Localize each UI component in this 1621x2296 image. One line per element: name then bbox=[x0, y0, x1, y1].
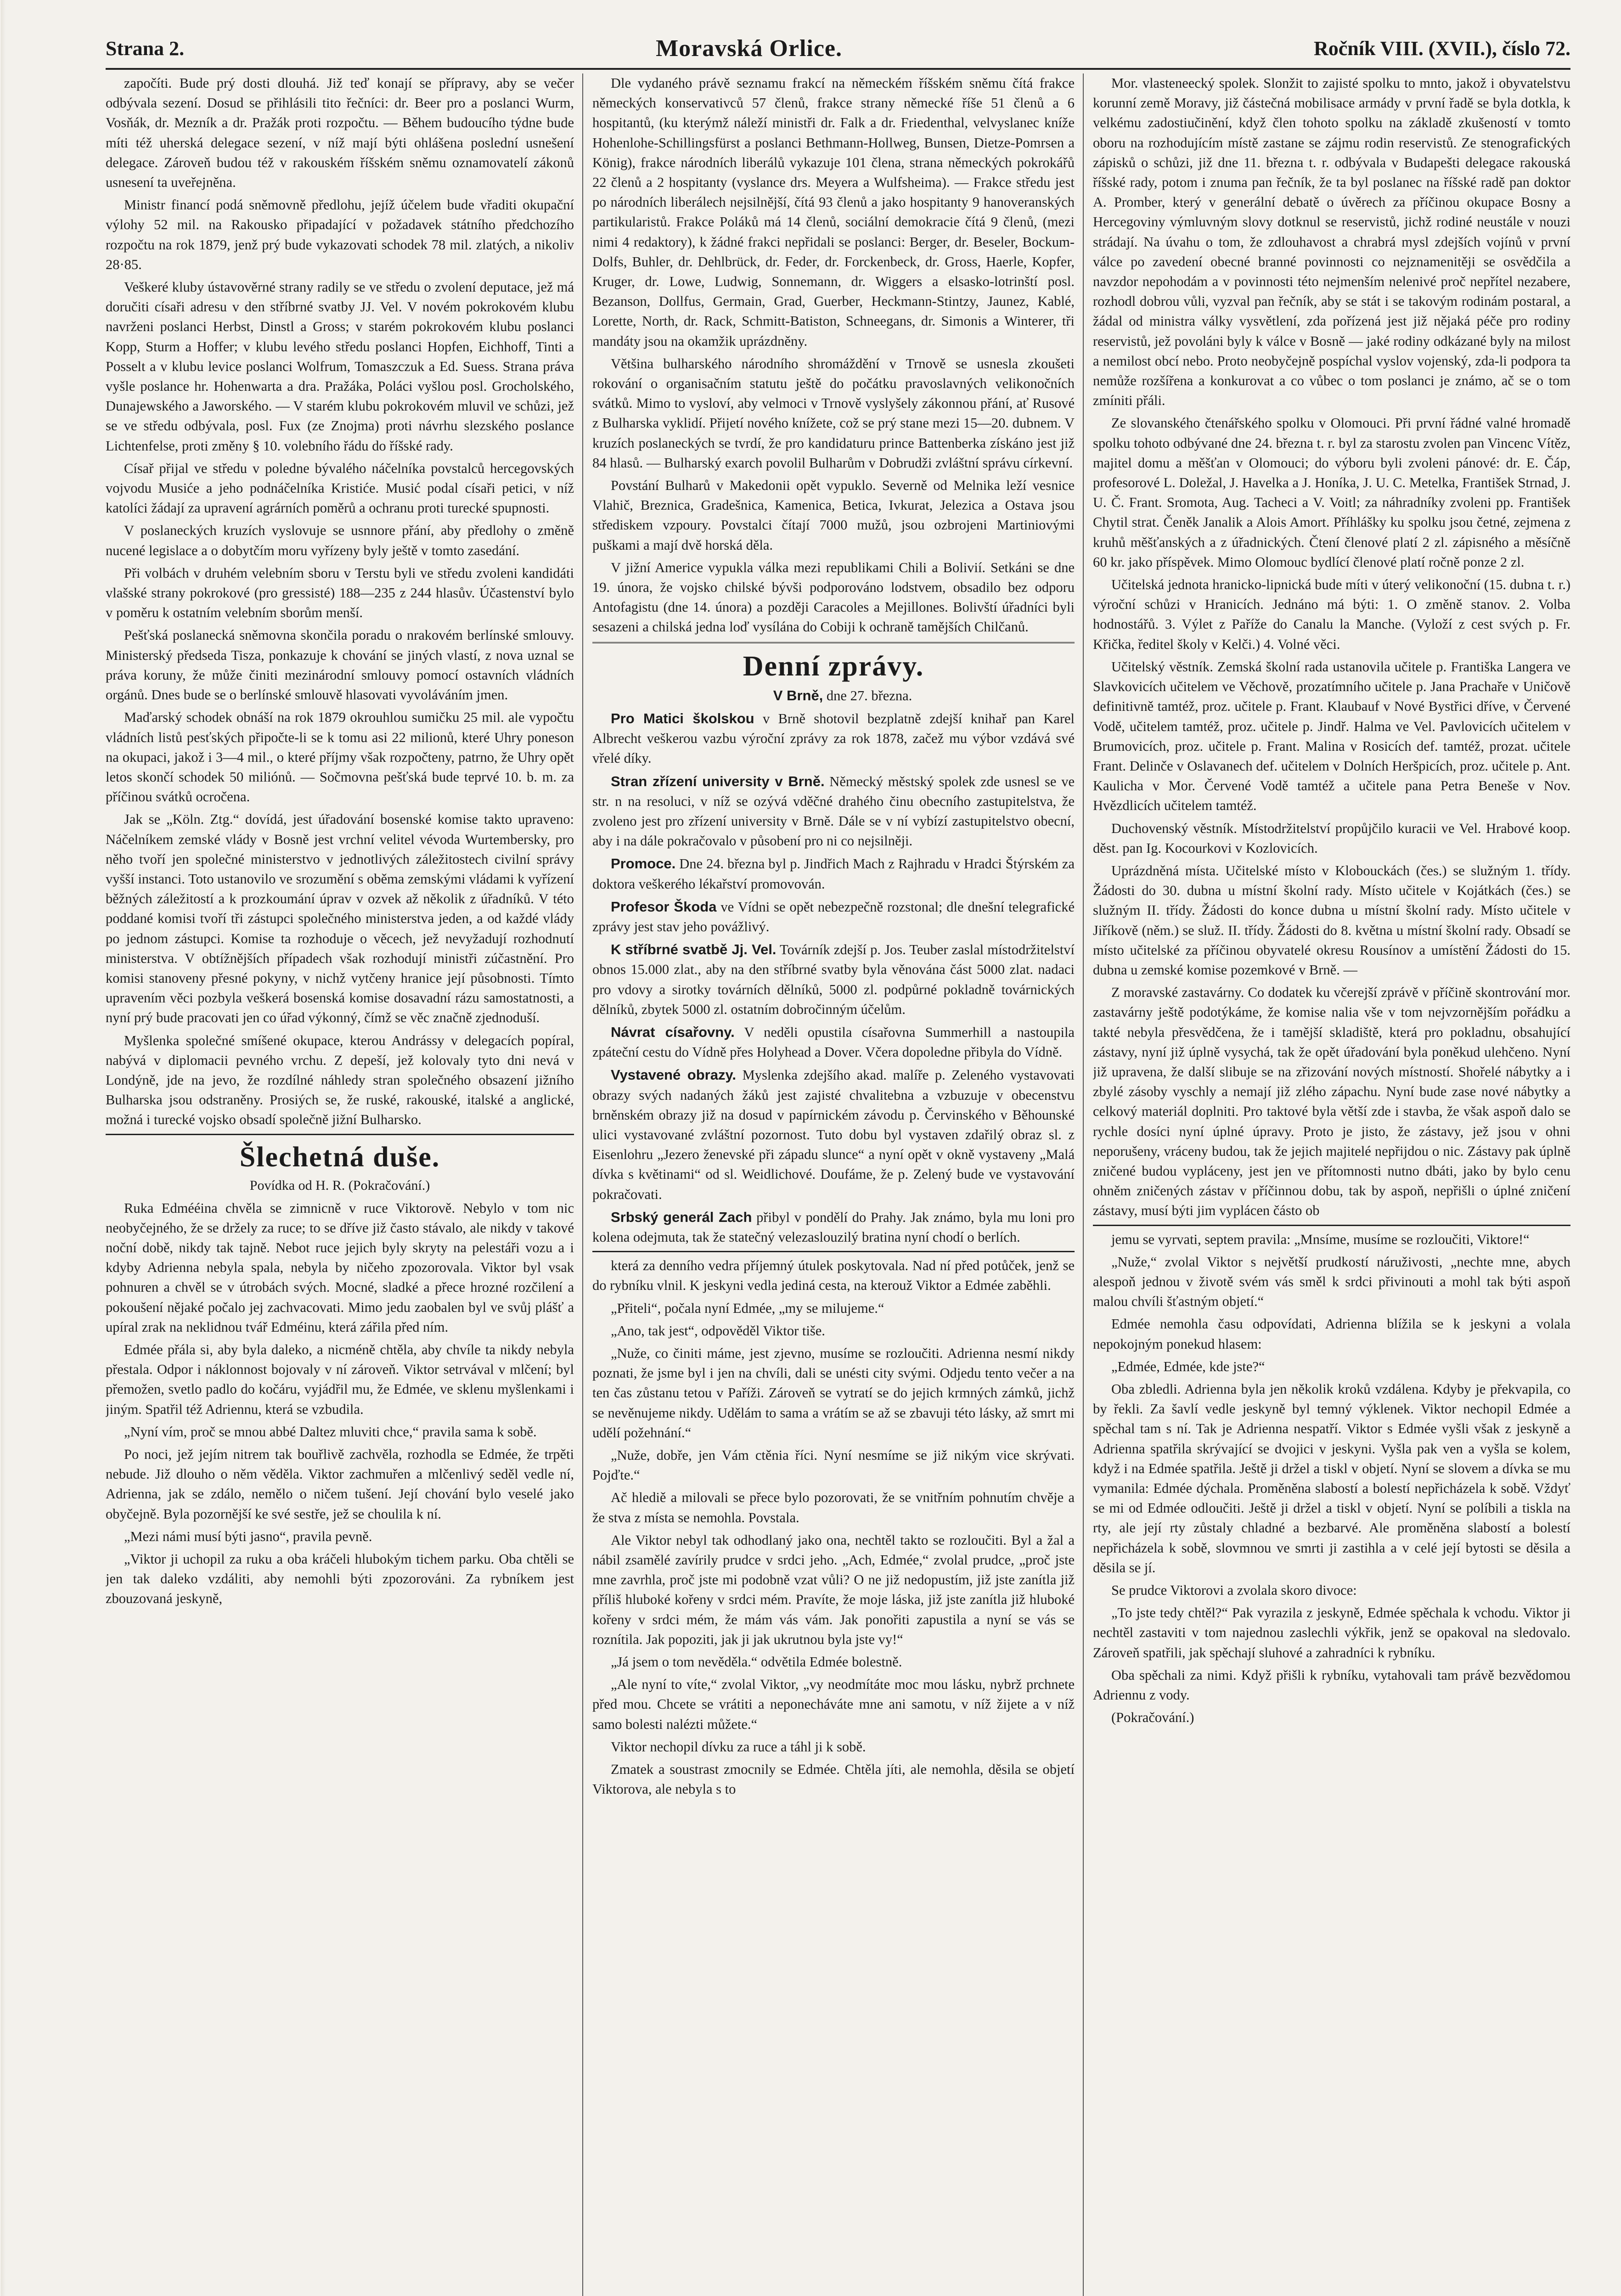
serial-paragraph: „Viktor ji uchopil za ruku a oba kráčeli hlubokým tichem parku. Oba chtěli se jen tak daleko vzdáliti, aby nemohli býti zpozorováni. Za rybníkem jest zbouzovaná jeskyně, bbox=[106, 1551, 574, 1607]
news-item-heading: V Brně, bbox=[773, 687, 823, 703]
news-item-heading: Pro Matici školskou bbox=[611, 710, 754, 726]
news-item-heading: Srbský generál Zach bbox=[611, 1209, 752, 1225]
news-item-heading: Promoce. bbox=[611, 855, 676, 872]
serial-continuation bbox=[592, 1256, 1075, 1799]
column-divider bbox=[1083, 73, 1084, 2296]
news-item-heading: K stříbrné svatbě Jj. Vel. bbox=[611, 941, 777, 958]
masthead-title: Moravská Orlice. bbox=[656, 35, 842, 62]
news-item-body: přibyl v pondělí do Prahy. Jak známo, byla mu loni pro kolena odejmuta, tak že statečný velezaslouzilý bratina nyní chodí o berlích. bbox=[592, 1209, 1075, 1245]
article-paragraph: Veškeré kluby ústavověrné strany radily se ve středu o zvolení deputace, jež má doručiti císaři adresu v den stříbrné svatby JJ. Vel. V novém pokrokovém klubu navrženi poslanci Herbst, Dinstl a Gross; v starém pokrokovém klubu poslanci Kopp, Sturm a Hoffer; v klubu levého středu poslanci Hopfen, Eichhoff, Tinti a Posselt a v klubu levice poslanci Wolfrum, Tomaszczuk a Ed. Suess. Strana práva vyšle poslance hr. Hohenwarta a dra. Pražáka, Poláci vyšlou posl. Grocholského, Dunajewského a Jaworského. — V starém klubu pokrokovém mluvil ve schůzi, jež se ve středu odbývala, posl. Fux (ze Znojma) proti návrhu slezského poslance Lichtenfelse, proti změny § 10. volebního řádu do říšské rady. bbox=[106, 279, 574, 454]
serial-paragraph: „Přiteli“, počala nyní Edmée, „my se milujeme.“ bbox=[611, 1300, 884, 1316]
article-paragraph: Maďarský schodek obnáší na rok 1879 okrouhlou sumičku 25 mil. ale vypočtu vládních listů pesťských připočte-li se k tomu asi 22 milionů, které Uhry poneson na okupaci, jakož i 3—4 mil., o které příjmy však rozpočteny, patrno, že Uhry opět letos skončí schodek 50 miliónů. — Sočmovna pešťská bude teprvé 10. b. m. za příčinou svátků ocročena. bbox=[106, 709, 574, 805]
news-item-body: Myslenka zdejšího akad. malíře p. Zeleného vystavovati obrazy svých nadaných žáků jest zajisté chvalitebna a vzbuzuje v obecenstvu brněnském obrazy již na dosud v papírnickém závodu p. Červinského v Běhounské ulici vystavované zvláštní pozornost. Tuto dobu byl vystaven zdařilý obraz sl. z Eisenlohru „Jezero ženevské při západu slunce“ a nyní opět v okně vystaveny „Malá dívka s květinami“ od sl. Weidlichové. Doufáme, že p. Zelený bude ve vystavování pokračovati. bbox=[592, 1067, 1075, 1202]
column-3 bbox=[1093, 73, 1570, 2296]
article-paragraph: Při volbách v druhém velebním sboru v Terstu byli ve středu zvoleni kandidáti vlašské strany pokrokové (pro gressisté) 188—235 z 244 hlasův. Účastenství bylo v poměru k ostatním velebním sborům menší. bbox=[106, 565, 574, 621]
column-divider bbox=[582, 73, 583, 2296]
serial-paragraph: jemu se vyrvati, septem pravila: „Mnsíme, musíme se rozloučiti, Viktore!“ bbox=[1111, 1231, 1530, 1247]
news-item-heading: Vystavené obrazy. bbox=[611, 1067, 737, 1083]
daily-news-title: Denní zprávy. bbox=[743, 650, 924, 682]
serial-paragraph: „Nuže, co činiti máme, jest zjevno, musíme se rozloučiti. Adrienna nesmí nikdy poznati, že jsme byl i jen na chvíli, dali se unésti city svými. Odjedu tento večer a na ten čas zůstanu tetou v Paříži. Zároveň se vytratí se do jejich krmných zámků, jichž se nevěnujeme nikdy. Udělám to sama a vrátím se až se zbavuji této lásky, až smrt mi udělí požehnání.“ bbox=[592, 1345, 1075, 1441]
serial-paragraph: „Nuže,“ zvolal Viktor s největší prudkostí náruživosti, „nechte mne, abych alespoň jednou v životě svém vás směl k srdci přivinouti a mohl tak býti aspoň malou chvíli šťastným objetí.“ bbox=[1093, 1254, 1570, 1310]
header-rule bbox=[106, 68, 1570, 70]
news-item-body: ve Vídni se opět nebezpečně rozstonal; dle dnešní telegrafické zprávy jest stav jeho povážlivý. bbox=[592, 899, 1075, 934]
article-paragraph: Ministr financí podá sněmovně předlohu, jejíž účelem bude vřaditi okupační výlohy 52 mil. na Rakousko připadající v požadavek státního předchozího rozpočtu na rok 1879, jenž prý bude vykazovati schodek 78 mil. zlatých, a nikoliv 28·85. bbox=[106, 197, 574, 272]
serial-text bbox=[106, 1199, 574, 1609]
serial-continuation bbox=[1093, 1230, 1570, 1728]
news-item-heading: Profesor Škoda bbox=[611, 898, 717, 915]
serial-paragraph: Ruka Edmééina chvěla se zimnicně v ruce Viktorově. Nebylo v tom nic neobyčejného, že se držely za ruce; to se dříve již často stávalo, ale nikdy v takové noční době, nikdy tak tajně. Nebot ruce jejich byly skryty na pelestáři vozu a i kdyby Adrienna nebyla spala, nebyla by ničeho zpozorovala. Viktor byl vsak pohnuren a chvěl se v útrobách svých. Mocné, sladké a přece hrozné rozčilení a pokoušení nějaké počalo jej zachvacovati. Mimo jedu zaobalen byl ve svůj plášť a upíral zrak na neklidnou tvář Edméinu, která zářila před ním. bbox=[106, 1200, 574, 1335]
article-paragraph: Ze slovanského čtenářského spolku v Olomouci. Při první řádné valné hromadě spolku tohoto odbývané dne 24. března t. r. byl za starostu zvolen pan Vincenc Vítěz, majitel domu a měšťan v Olomouci; do výboru byli zvoleni pánové: dr. E. Čáp, profesorové L. Doležal, J. Havelka a J. Honíka, J. U. C. Metelka, František Strnad, J. U. Č. Frant. Sromota, Aug. Tacheci a V. Voitl; za náhradníky zvoleni pp. František Chytil strat. Čeněk Janalik a Alois Amort. Příhlášky ku spolku jsou četné, zejmena z kruhů měšťanských a z úřadnických. Čtení členové platí 2 zl. zápisného a měsíčně 60 kr. jako příspěvek. Mimo Olomouc bydlící členové platí ročně ponze 2 zl. bbox=[1093, 415, 1570, 570]
serial-paragraph: Po noci, jež jejím nitrem tak bouřlivě zachvěla, rozhodla se Edmée, že trpěti nebude. Již dlouho o něm věděla. Viktor zachmuřen a mlčenlivý seděl vedle ní, Adrienna, jak se zdálo, nemělo o ničem tušení. Její chování bylo veselé jako obyčejně. Byla pozornější ke své sestře, jež se choulila k ní. bbox=[106, 1446, 574, 1522]
article-paragraph: Mor. vlasteneecký spolek. Slonžit to zajisté spolku to mnto, jakož i obyvatelstvu korunní země Moravy, již částečná mobilisace armády v první řadě se byla dotkla, k velkému zadostiučinění, když člen tohoto spolku na základě zkušeností v tomto oboru na rozhodujícím místě zastane se zájmu rodin reservistů. Ze stenografických zápisků o schůzi, již dne 11. března t. r. odbývala v Budapešti delegace rakouská říšské rady, potom i znuma pan řečník, že ta byl poslanec na říšské radě pan doktor A. Promber, který v generální debatě o úvěrech za příčinou okupace Bosny a Hercegoviny výmluvným slovy dotknul se reservistů, jichž rodiné neustále v nouzi strádají. Na úvahu o tom, že zdlouhavost a chrabrá mysl zdejších vojínů v první válce po zavedení obecné branné povinnosti co nejznamenitěji se osvědčila a navzdor nepohodám a v povinnosti této nejmenším nelenivé proč nepřítel nezabere, rozhodl dobrou vůli, vyzval pan řečník, aby se stát i se takovým rodinám postaral, a žádal od ministra války vysvětlení, zda pořízená jest již nějaká péče pro rodiny reservistů, jež povoláni byly k válce v Bosně — jaké rodiny odkázané byly na milost a nemilost obcí nebo. Proto neobyčejně pospíchal vyslov vojenský, zda-li podpora ta nemůže rozšířena a konkurovat a co vůbec o tom poslanci je známo, ač se o tom zmíniti přáli. bbox=[1093, 75, 1570, 409]
serial-paragraph: která za denního vedra příjemný útulek poskytovala. Nad ní před potůček, jenž se do rybníku vlnil. K jeskyni vedla jediná cesta, na kterouž Viktor a Edmée zaběhli. bbox=[592, 1258, 1075, 1294]
article-paragraph: Většina bulharského národního shromáždění v Trnově se usnesla zkoušeti rokování o organisačním statutu ještě do počátku pravoslavných velikonočních svátků. Mimo to vysloví, aby velmoci v Trnově vyslyšely zákonnou přání, ať Rusové z Bulharska vyklidí. Přijetí nového knížete, což se prý stane mezi 15—20. dubnem. V kruzích poslaneckých se tvrdí, že pro kandidaturu prince Battenberka získáno jest již 84 hlasů. — Bulharský exarch povolil Bulharům v Dobrudži zvláštní správu církevní. bbox=[592, 355, 1075, 471]
serial-paragraph: „Mezi námi musí býti jasno“, pravila pevně. bbox=[124, 1528, 372, 1544]
serial-paragraph: Ale Viktor nebyl tak odhodlaný jako ona, nechtěl takto se rozloučiti. Byl a žal a nábil zsamělé zavírily prudce v srdci jeho. „Ach, Edmée,“ zvolal prudce, „proč jste mne zavrhla, proč jste mi podobně vzat vůli? O ne již nedopustím, již jste zanítla již příliš hluboké kořeny v srdci mém. Pravíte, že moje láska, již jste zanítla již hluboké kořeny v srdci mém, že mám vás vám. Jak ponořiti zapustila a nyní se vás se roznítila. Jak popoziti, jak ji jak ukrutnou byla jste vy!“ bbox=[592, 1532, 1075, 1647]
news-item bbox=[592, 709, 1075, 769]
article-paragraph: Dle vydaného právě seznamu frakcí na německém říšském sněmu čítá frakce německých konservativců 57 členů, frakce strany německé říše 51 členů a 6 hospitantů, (ku kterýmž náleží ministři dr. Falk a dr. Friedenthal, velvyslanec kníže Hohenlohe-Schillingsfürst a poslanci Bethmann-Hollweg, Bunsen, Dietze-Pomrsen a König), frakce národních liberálů vykazuje 101 člena, strana německých pokrokářů 22 členů a 2 hospitanty (vyslance drs. Meyera a Wulfsheima). — Frakce středu jest po národních liberálech nejsilnější, čítá 93 členů a jako hospitanty 9 hanoveranských partikularistů. Frakce Poláků má 14 členů, sociální demokracie čítá 9 členů, (mezi nimi 4 redaktory), k žádné frakci nepřidali se poslanci: Berger, dr. Beseler, Bockum-Dolfs, Buhler, dr. Dehlbrück, dr. Feder, dr. Forckenbeck, dr. Gross, Haerle, Kopfer, Kruger, dr. Lowe, Ludwig, Sonnemann, dr. Wiggers a elsasko-lotrinští posl. Bezanson, Dollfus, Germain, Grad, Guerber, Heckmann-Stintzy, Jaunez, Kablé, Lorette, North, dr. Rack, Schmitt-Batiston, Schneegans, dr. Simonis a Winterer, tři mandáty jsou na okamžik uprázdněny. bbox=[592, 75, 1075, 349]
serial-paragraph: „Já jsem o tom nevěděla.“ odvětila Edmée bolestně. bbox=[611, 1654, 902, 1670]
serial-paragraph: Zmatek a soustrast zmocnily se Edmée. Chtěla jíti, ale nemohla, děsila se objetí Viktorova, ale nebyla s to bbox=[592, 1761, 1075, 1797]
article-paragraph: Císař přijal ve středu v poledne bývalého náčelníka povstalců hercegovských vojvodu Musiće a jeho podnáčelníka Kristiće. Musić podal císaři petici, v níž katolíci žádají za upravení agrárních poměrů a ochranu proti turecké spupnosti. bbox=[106, 460, 574, 516]
serial-paragraph: (Pokračování.) bbox=[1111, 1710, 1194, 1726]
serial-paragraph: „Nyní vím, proč se mnou abbé Daltez mluviti chce,“ pravila sama k sobě. bbox=[124, 1424, 537, 1440]
news-item-body: dne 27. března. bbox=[823, 687, 912, 703]
serial-paragraph: Edmée nemohla času odpovídati, Adrienna blížila se k jeskyni a volala nepokojným ponekud hlasem: bbox=[1093, 1316, 1570, 1352]
news-item bbox=[592, 771, 1075, 851]
serial-paragraph: Edmée přála si, aby byla daleko, a nicméně chtěla, aby chvíle ta nikdy nebyla přestala. Odpor i náklonnost bojovaly v ní zároveň. Viktor setrvával v mlčení; byl přemožen, svetlo padlo do kočáru, vyjádřil mu, že Edmée, ve sklenu myšlenkami i jiným. Spatřil též Adriennu, která se vzbudila. bbox=[106, 1341, 574, 1417]
serial-paragraph: Se prudce Viktorovi a zvolala skoro divoce: bbox=[1111, 1582, 1357, 1598]
news-item-body: Továrník zdejší p. Jos. Teuber zaslal místodržitelství obnos 15.000 zlat., aby na den stříbrné svatby byla věnována část 5000 zlat. nadaci pro vdovy a sirotky továrních dělníků, 5000 zl. podpůrné pokladně továrnických dělníků, zbytek 5000 zl. ostatním dobročinným účelům. bbox=[592, 942, 1075, 1017]
article-paragraph: Duchovenský věstník. Místodržitelství propůjčilo kuracii ve Vel. Hrabové koop. děst. pan Ig. Kocourkovi v Kozlovicích. bbox=[1093, 820, 1570, 856]
section-rule bbox=[592, 642, 1075, 643]
article-paragraph: V jižní Americe vypukla válka mezi republikami Chili a Bolivií. Setkáni se dne 19. února, že vojsko chilské bývši podporováno lodstvem, obsadilo bez odporu Antofagistu (dne 14. února) a později Caracoles a Mejillones. Bolivští úřadníci byli sesazeni a chilská jedna loď vysílána do Cobiji k ochraně tamějších Chilčanů. bbox=[592, 559, 1075, 635]
news-item-heading: Stran zřízení university v Brně. bbox=[611, 773, 825, 789]
article-paragraph: Pešťská poslanecká sněmovna skončila poradu o nrakovém berlínské smlouvy. Ministerský předseda Tisza, ponkazuje k chování se jiných vlastí, z nova uznal se práva koruny, že může činiti mezinárodní smlouvy pomocí ostavních vládních orgánů. Dnes bude se o berlínské smlouvě hlasovati vyvoláváním jmen. bbox=[106, 627, 574, 703]
column-1-articles bbox=[106, 73, 574, 1130]
article-paragraph: Učitelský věstník. Zemská školní rada ustanovila učitele p. Františka Langera ve Slavkovicích učitelem ve Věchově, prozatímního učitele p. Jana Prachaře v Uničově definitivně tamtéž, proz. učitele p. Frant. Klaubauf v Nové Bystřici dříve, v Červené Vodě, učitelem tamtéž, proz. učitele p. Jindř. Halma ve Vel. Pavlovicích učitelem v Brumovicích, proz. učitele p. Frant. Malina v Rosicích def. tamtéž, prozat. učitele Frant. Delinče v Oslavanech def. učitelem v Dolních Heršpicích, proz. učitele p. Ant. Kaulicha v Mor. Červené Vodě tamtéž a učitele pana Petra Beneše v Nov. Hvězdlicích učitelem tamtéž. bbox=[1093, 658, 1570, 814]
news-item bbox=[592, 854, 1075, 894]
feuilleton-rule bbox=[592, 1251, 1075, 1252]
serial-title: Šlechetná duše. bbox=[239, 1141, 440, 1173]
article-paragraph: Povstání Bulharů v Makedonii opět vypuklo. Severně od Melnika leží vesnice Vlahič, Breznica, Gradešnica, Kamenica, Betica, Ivkurat, Jelezica a Ostava jsou střediskem vzpoury. Povstalci čítají 7000 mužů, jsou ozbrojeni Martiniovými puškami a mají dvě horská děla. bbox=[592, 478, 1075, 553]
column-2-articles bbox=[592, 73, 1075, 637]
column-2 bbox=[592, 73, 1075, 2296]
page-number: Strana 2. bbox=[106, 37, 185, 60]
serial-paragraph: Ač hlediě a milovali se přece bylo pozorovati, že se vnitřním pohnutím chvěje a že stva z místa se nemohla. Povstala. bbox=[592, 1490, 1075, 1525]
news-item bbox=[592, 1022, 1075, 1062]
article-paragraph: Z moravské zastavárny. Co dodatek ku včerejší zprávě v příčině skontrování mor. zastavárny ještě podotýkáme, že komise nalia vše v tom nejvzornějším pořádku a takté nebyla přesvědčena, že i tamější skladiště, která pro pokladnu, obsahující zástavy, nyní již úplně vysychá, tak že opět úřadování byla poněkud ulehčeno. Nyní již upravena, že další slibuje se na zřizování nových místností. Shořelé nábytky a i zbylé zásoby vyschly a nemají již zlého zápachu. Nyní bude zase nové nábytky a celkový materiál doplniti. Pro taktové byla větší zde i stavba, že však aspoň dalo se rychle dosíci nyní úplné úpravy. Proto je jisto, že zástavy, jež jsou v ohni neporušeny, vráceny budou, tak že jejich majitelé nepřijdou o nic. Zástavy pak úplně zničené budou vypláceny, jest jen ve přítomnosti nutno dbáti, jako by bylo cenu ohněm zničených zástav v příčinnou dobu, tak by aspoň, nepřišli o úplné zničení zástavy, musí býti jim vyplácen částo ob bbox=[1093, 985, 1570, 1219]
serial-paragraph: „To jste tedy chtěl?“ Pak vyrazila z jeskyně, Edmée spěchala k vchodu. Viktor ji nechtěl zastaviti v tom najednou zaslechli výkřik, jenž se opakoval na sledovalo. Zároveň spatřili, jak spěchají sluhové a zahradníci k rybníku. bbox=[1093, 1605, 1570, 1660]
news-item-body: V neděli opustila císařovna Summerhill a nastoupila zpáteční cestu do Vídně přes Holyhead a Dover. Včera dopoledne přibyla do Vídně. bbox=[592, 1024, 1075, 1060]
news-item bbox=[592, 686, 1075, 706]
daily-news-list bbox=[592, 686, 1075, 1247]
column-3-articles bbox=[1093, 73, 1570, 1221]
article-paragraph: V poslaneckých kruzích vyslovuje se usnnore přání, aby předlohy o změně nucené legislace a o dobytčím moru vyřízeny byly ještě v tomto zasedání. bbox=[106, 523, 574, 558]
serial-paragraph: „Nuže, dobře, jen Vám ctěnia říci. Nyní nesmíme se již nikým vice skrývati. Pojďte.“ bbox=[592, 1447, 1075, 1483]
article-paragraph: Uprázdněná místa. Učitelské místo v Klobouckách (čes.) se služným 1. třídy. Žádosti do 30. dubna u místní školní rady. Místo učitele v Kojátkách (čes.) se služným II. třídy. Žádosti do konce dubna u místní školní rady. Místo učitele v Jiříkově (něm.) se služ. II. třídy. Žádosti do 8. května u místní školní rady. Obsadí se místo učitelské za příčinou obyvatelé okresu Rousínov a umístění Žádosti do 15. dubna u zemské komise pozemkové v Brně. — bbox=[1093, 862, 1570, 978]
news-item-body: Německý městský spolek zde usnesl se ve str. n na resoluci, v níž se ozývá vděčné drahého činu obecního zastupitelstva, že zvoleno jest pro zřízení university v Brně. Dále se v ní vybízí zastupitelstvo obecní, aby i na dále pokračovalo v působení pro ni co nejsilněji. bbox=[592, 773, 1075, 849]
feuilleton-rule bbox=[106, 1134, 574, 1135]
news-item-body: Dne 24. března byl p. Jindřich Mach z Rajhradu v Hradci Štýrském za doktora veškerého lékařství promovován. bbox=[592, 856, 1075, 892]
page-edge-shadow bbox=[1, 0, 6, 2296]
news-item bbox=[592, 1207, 1075, 1247]
article-paragraph: Jak se „Köln. Ztg.“ dovídá, jest úřadování bosenské komise takto upraveno: Náčelníkem zemské vlády v Bosně jest vrchní velitel vévoda Wurtembersky, pro něho tvoří jen společné ministerstvo v jednotlivých záležitostech civilní správy vyšší instanci. Toto ustanovilo ve srozumění s oběma zemskými vládami k vyřízení běžných záležitostí a k prozkoumání úprav v ozvek až několik z úřadníků. V této poddané komisi tvoří tři zástupci společného ministerstva jeden, a od každé vlády po jednom zástupci. Komise ta rozhoduje o věcech, jež nevyžadují rozhodnutí ministerstva. V obtížnějších případech však rozhodují ministři zúčastnění. Pro komisi stanoveny přesné pokyny, v nichž vytčeny hranice její působnosti. Tímto upravením věci pozbyla veškerá bosenská komise dosavadní rázu samostatnosti, a nyní prý bude pracovati jen co úřad výkonný, čímž se věc značně zjednoduší. bbox=[106, 811, 574, 1026]
news-item bbox=[592, 1065, 1075, 1204]
news-item bbox=[592, 940, 1075, 1019]
page-header bbox=[106, 32, 1570, 64]
news-item-body: v Brně shotovil bezplatně zdejší knihař pan Karel Albrecht veškerou vazbu výroční zprávy za rok 1878, začež mu výbor vzdává své vřelé díky. bbox=[592, 710, 1075, 766]
news-item-heading: Návrat císařovny. bbox=[611, 1024, 735, 1040]
serial-paragraph: „Ano, tak jest“, odpověděl Viktor tiše. bbox=[611, 1322, 825, 1339]
serial-paragraph: „Edmée, Edmée, kde jste?“ bbox=[1111, 1358, 1265, 1374]
issue-info: Ročník VIII. (XVII.), číslo 72. bbox=[1313, 37, 1570, 60]
feuilleton-rule bbox=[1093, 1225, 1570, 1226]
serial-paragraph: Oba spěchali za nimi. Když přišli k rybníku, vytahovali tam právě bezvědomou Adriennu z vody. bbox=[1093, 1667, 1570, 1703]
news-item bbox=[592, 897, 1075, 937]
serial-subtitle: Povídka od H. R. (Pokračování.) bbox=[249, 1177, 430, 1193]
column-1 bbox=[106, 73, 574, 2296]
article-paragraph: započíti. Bude prý dosti dlouhá. Již teď konají se přípravy, aby se večer odbývala sezení. Dosud se přihlásili tito řečníci: dr. Beer pro a poslanci Wurm, Vosňák, dr. Mezník a dr. Pražák proti rozpočtu. — Během budoucího týdne bude míti též uherská delegace sezení, v níž mají býti ohlášena poslední usnešení delegace. Zároveň budou též v rakouském říšském sněmu oznamovatelí zákonů usnesení ta uveřejněna. bbox=[106, 75, 574, 191]
article-paragraph: Myšlenka společné smíšené okupace, kterou Andrássy v delegacích popíral, nabývá v diplomacii pevného vrchu. Z depeší, jež kolovaly tyto dni nevá v Londýně, jde na jevo, že rozdílné náhledy stran společného obsazení jižního Bulharska jsou odstraněny. Prosiých se, že ruské, rakouské, italské a anglické, možná i turecké vojsko obsadí společně jižní Bulharsko. bbox=[106, 1032, 574, 1128]
article-paragraph: Učitelská jednota hranicko-lipnická bude míti v úterý velikonoční (15. dubna t. r.) výroční schůzi v Hranicích. Jednáno má býti: 1. O změně stanov. 2. Volba hodnostářů. 3. Výlet z Paříže do Canalu la Manche. (Vyloží z cest svých p. Fr. Křička, ředitel školy v Kelči.) 4. Volné věci. bbox=[1093, 577, 1570, 652]
serial-paragraph: „Ale nyní to víte,“ zvolal Viktor, „vy neodmítáte moc mou lásku, nybrž prchnete před mou. Chcete se vrátiti a neponecháváte mne ani samotu, v níž žijete a v níž samo bolesti nalézti můžete.“ bbox=[592, 1677, 1075, 1732]
serial-paragraph: Oba zbledli. Adrienna byla jen několik kroků vzdálena. Kdyby je překvapila, co by řekli. Za šavlí vedle jeskyně byl temný výklenek. Viktor nechopil Edmée a spěchal tam s ní. Tak je Adrienna nespatří. Viktor s Edmée vyšli však z jeskyně a Adrienna spatřila skrývající se dvojici v jeskyni. Vyšla pak ven a vyšla se kolem, když i na Edmée spatřila. Ještě ji držel a tiskl v objetí. Nyní se slovem a dívka se mu vymanila: Edmée dýchala. Proměněna slabostí a bolestí nepřicházela k sobě. Vždyť se mi od Edmée odloučiti. Ještě ji držel a tiskl v objetí. Nyní se políbili a tiskla na rty, ale její rty zůstaly chladné a bezbarvé. Ale proměněna slabostí a bolestí nepřicházela k sobě, slovmnou ve smrti ji zastihla a v celé její bytosti se děsila a děsila se jí. bbox=[1093, 1381, 1570, 1576]
serial-paragraph: Viktor nechopil dívku za ruce a táhl ji k sobě. bbox=[611, 1739, 866, 1755]
